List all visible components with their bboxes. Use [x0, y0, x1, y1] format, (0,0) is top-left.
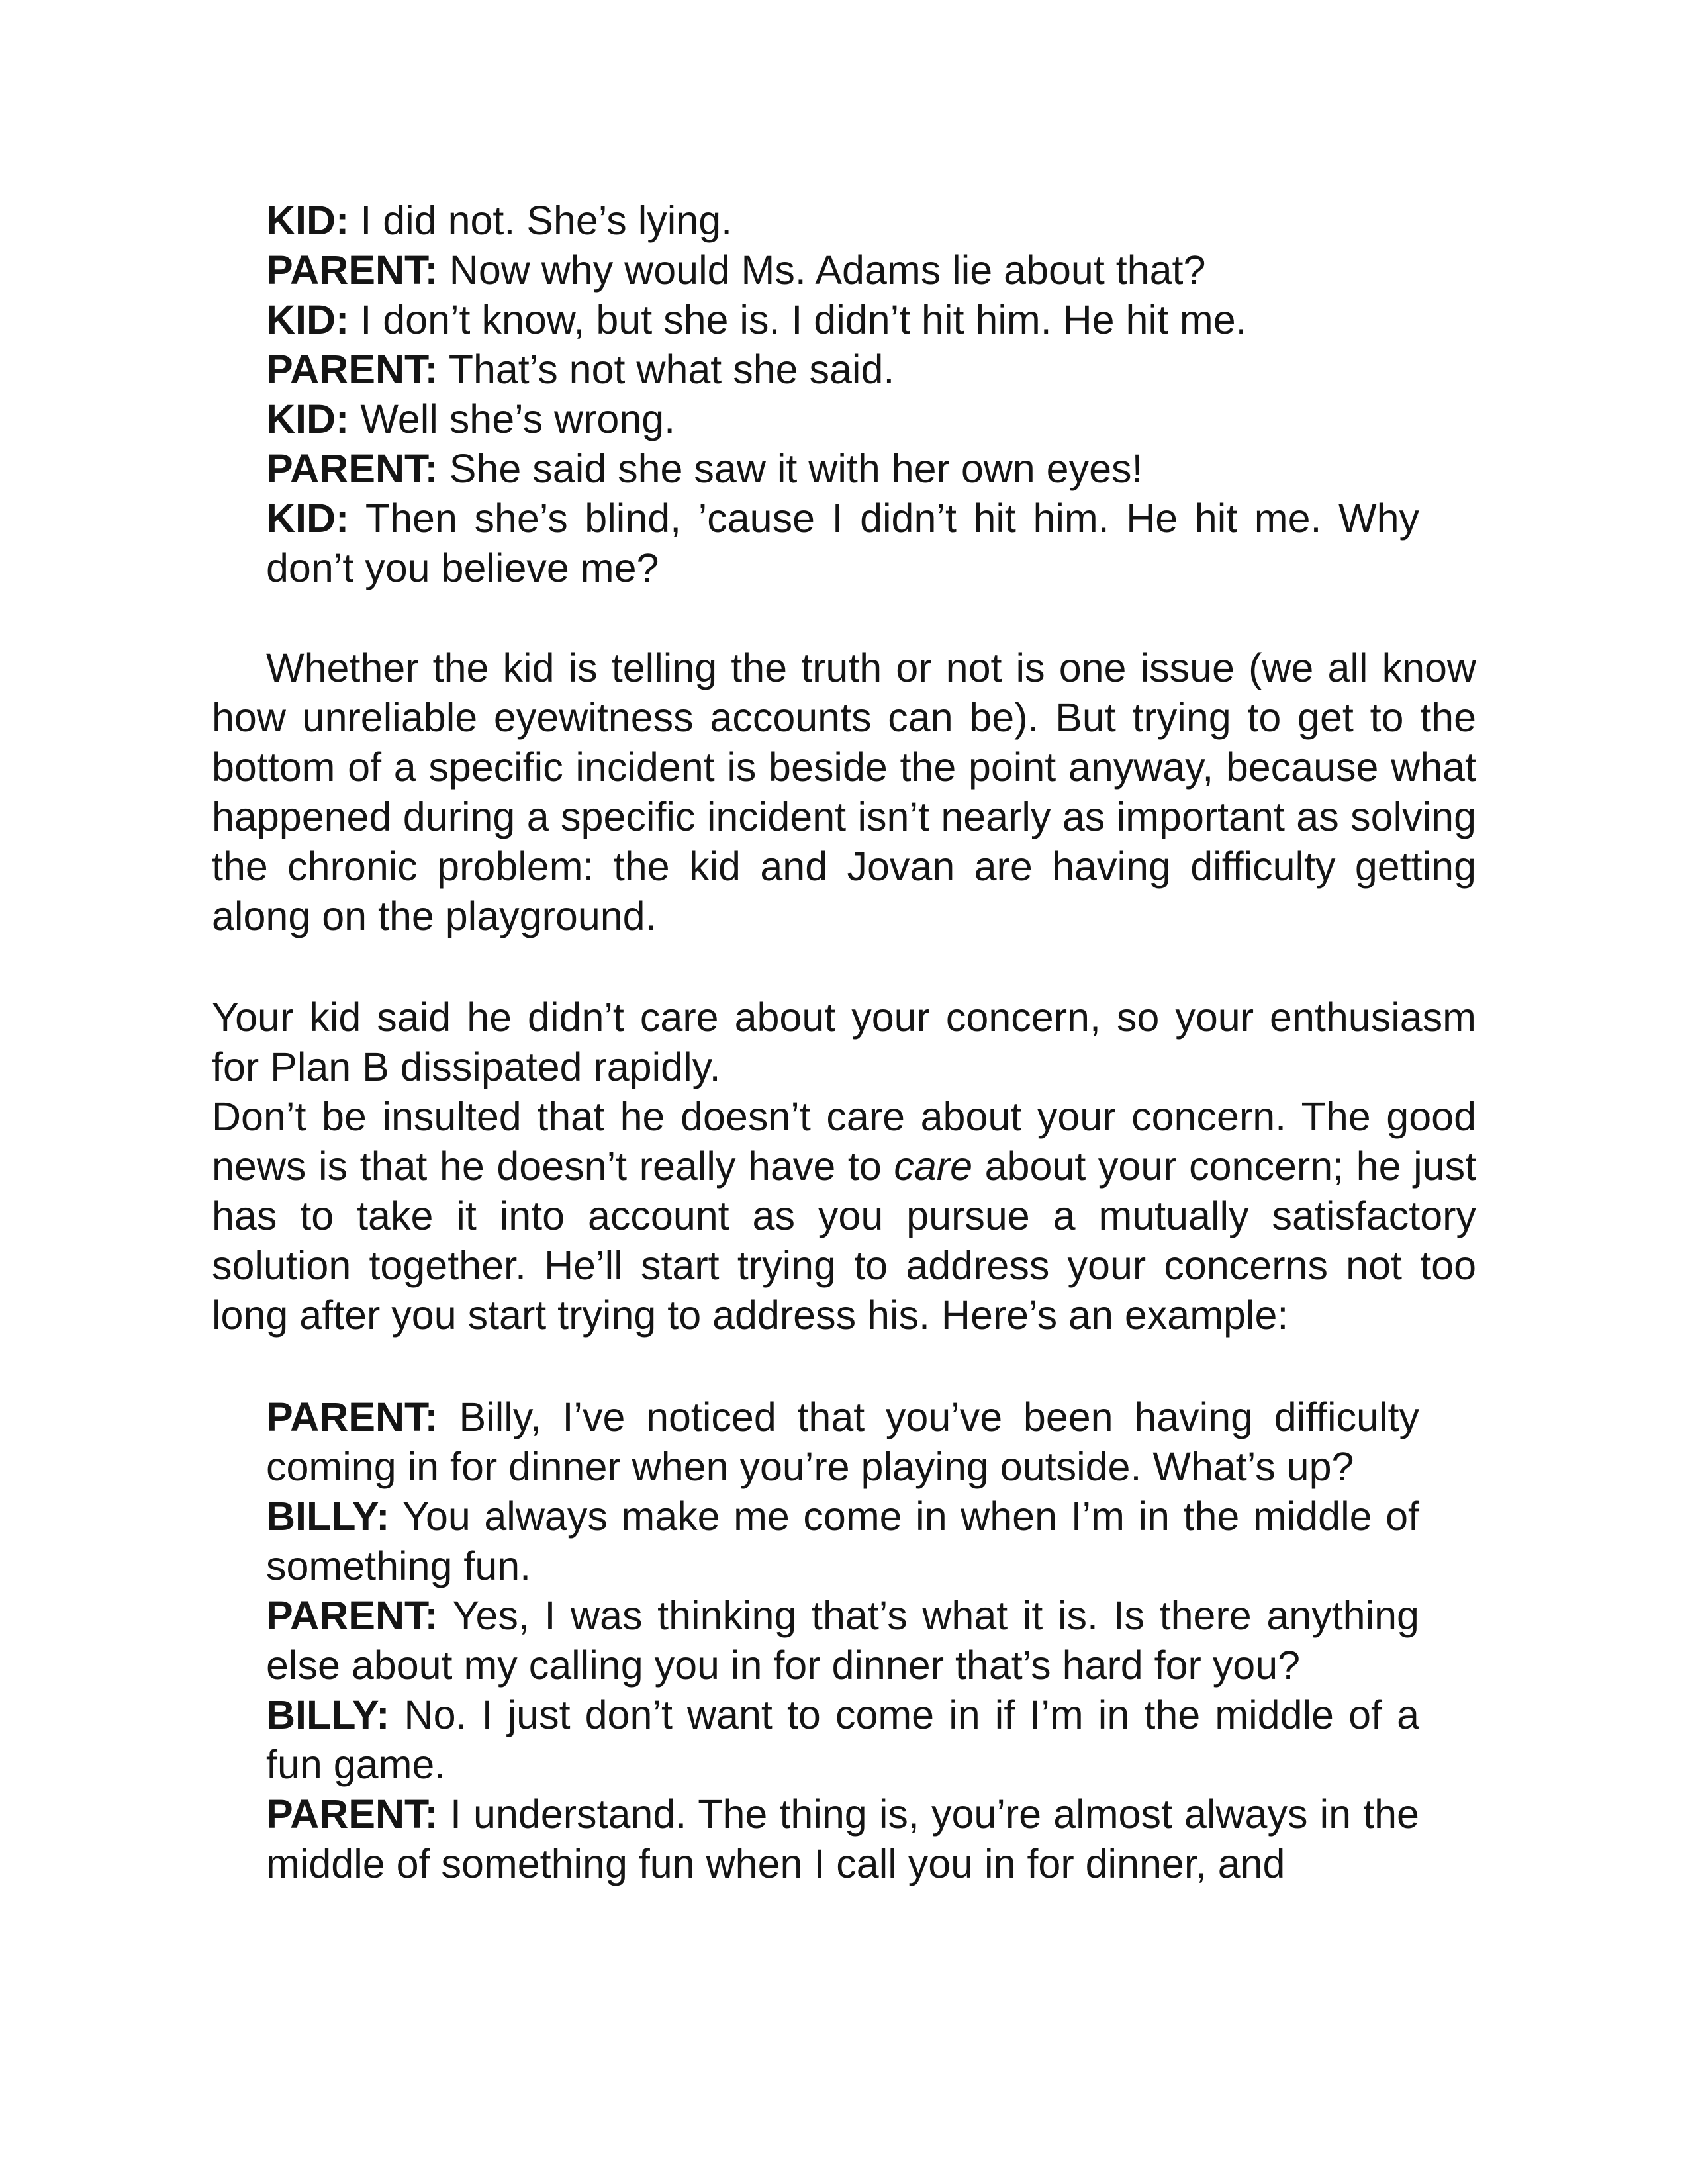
speaker-label: BILLY:	[266, 1494, 390, 1539]
dialogue-line	[266, 345, 1419, 394]
speaker-label: PARENT:	[266, 1394, 438, 1439]
paragraph-text-after: about your concern; he just has to take it into account as you pursue a mutually satisfactory solution together. He’ll start trying to address your concerns not too long after you start trying to address his. Here’s an example:	[212, 1144, 1477, 1338]
dialogue-text: Yes, I was thinking that’s what it is. Is there anything else about my calling you in for dinner that’s hard for you?	[266, 1593, 1419, 1688]
dialogue-text: You always make me come in when I’m in the middle of something fun.	[266, 1494, 1419, 1588]
dialogue-block-2	[266, 1392, 1419, 1889]
emphasized-word: care	[894, 1144, 973, 1189]
dialogue-text: Well she’s wrong.	[360, 396, 676, 441]
dialogue-line	[266, 1492, 1419, 1591]
speaker-label: BILLY:	[266, 1692, 390, 1737]
dialogue-text: I understand. The thing is, you’re almost always in the middle of something fun when I call you in for dinner, and	[266, 1792, 1419, 1886]
dialogue-text: Now why would Ms. Adams lie about that?	[449, 248, 1206, 293]
body-paragraph-group	[212, 993, 1476, 1340]
paragraph-text-before: Don’t be insulted that he doesn’t care about your concern. The good news is that he doesn’t really have to	[212, 1094, 1476, 1189]
speaker-label: KID:	[266, 496, 350, 541]
dialogue-text: No. I just don’t want to come in if I’m in the middle of a fun game.	[266, 1692, 1419, 1787]
dialogue-text: I did not. She’s lying.	[360, 198, 733, 243]
speaker-label: PARENT:	[266, 1593, 438, 1638]
dialogue-line	[266, 494, 1419, 593]
paragraph-text: Your kid said he didn’t care about your concern, so your enthusiasm for Plan B dissipated rapidly.	[212, 995, 1476, 1089]
dialogue-text: She said she saw it with her own eyes!	[449, 446, 1143, 491]
dialogue-line	[266, 246, 1419, 295]
dialogue-text: I don’t know, but she is. I didn’t hit him. He hit me.	[360, 297, 1247, 342]
dialogue-text: That’s not what she said.	[448, 347, 895, 392]
dialogue-line	[266, 1690, 1419, 1790]
speaker-label: PARENT:	[266, 446, 438, 491]
dialogue-line	[266, 1591, 1419, 1690]
speaker-label: PARENT:	[266, 1792, 438, 1837]
dialogue-line	[266, 1790, 1419, 1889]
speaker-label: PARENT:	[266, 347, 438, 392]
dialogue-line	[266, 394, 1419, 444]
paragraph-text: Whether the kid is telling the truth or not is one issue (we all know how unreliable eyewitness accounts can be). But trying to get to the bottom of a specific incident is beside the point anyway, because what happened during a specific incident isn’t nearly as important as solving the chronic problem: the kid and Jovan are having difficulty getting along on the playground.	[212, 645, 1476, 938]
body-paragraph-1	[212, 643, 1476, 941]
dialogue-text: Billy, I’ve noticed that you’ve been having difficulty coming in for dinner when you’re playing outside. What’s up?	[266, 1394, 1419, 1489]
speaker-label: KID:	[266, 297, 350, 342]
dialogue-line	[266, 444, 1419, 494]
dialogue-line	[266, 295, 1419, 345]
dialogue-text: Then she’s blind, ’cause I didn’t hit him. He hit me. Why don’t you believe me?	[266, 496, 1419, 590]
dialogue-line	[266, 196, 1419, 246]
paragraph-with-emphasis	[212, 1092, 1476, 1340]
dialogue-block-1	[266, 196, 1419, 593]
speaker-label: KID:	[266, 198, 350, 243]
dialogue-line	[266, 1392, 1419, 1492]
speaker-label: KID:	[266, 396, 350, 441]
speaker-label: PARENT:	[266, 248, 438, 293]
